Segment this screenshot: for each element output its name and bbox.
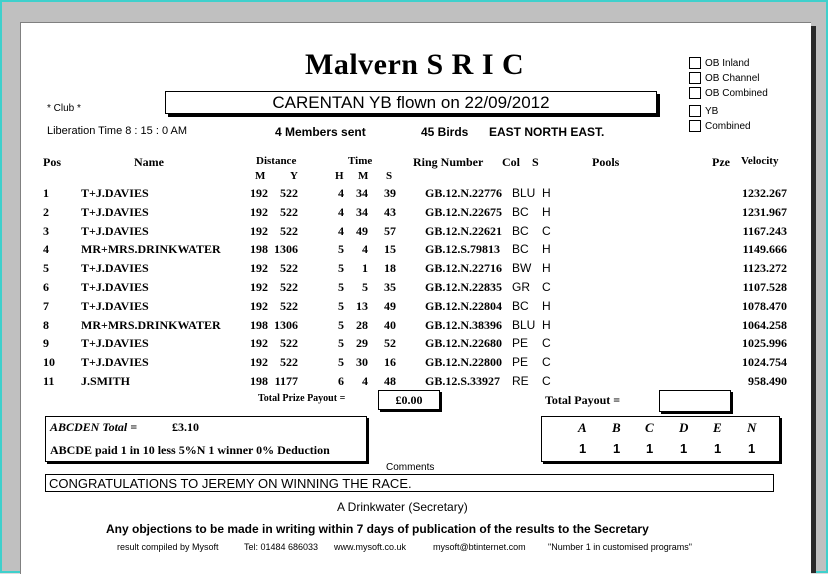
liberation-time: Liberation Time 8 : 15 : 0 AM xyxy=(47,125,188,137)
table-row xyxy=(0,186,790,204)
cell-h: 4 xyxy=(338,204,344,219)
footer-website: www.mysoft.co.uk xyxy=(334,542,407,552)
cell-tm: 49 xyxy=(356,223,368,238)
pool-count: 1 xyxy=(613,441,621,456)
cell-m: 192 xyxy=(250,336,268,351)
cell-h: 5 xyxy=(338,317,344,332)
cell-ring: GB.12.S.33927 xyxy=(425,374,501,388)
cell-tm: 4 xyxy=(362,242,368,257)
cell-velocity: 1064.258 xyxy=(742,317,787,332)
cell-ring: GB.12.N.22716 xyxy=(425,261,503,276)
cell-m: 198 xyxy=(250,317,268,332)
comments-label: Comments xyxy=(386,462,435,473)
cell-sex: C xyxy=(542,374,551,388)
cell-s: 35 xyxy=(384,280,396,294)
footer-compiled: result compiled by Mysoft xyxy=(117,542,219,552)
cell-col: GR xyxy=(512,280,530,294)
cell-m: 192 xyxy=(250,298,268,313)
cell-tm: 5 xyxy=(362,280,368,294)
cell-m: 192 xyxy=(250,261,268,276)
table-row xyxy=(0,261,790,279)
members-sent: 4 Members sent xyxy=(275,125,366,139)
cell-col: BC xyxy=(512,204,529,219)
cell-y: 522 xyxy=(280,298,298,313)
col-miles: M xyxy=(255,170,266,182)
total-payout-box xyxy=(659,390,731,412)
cell-pos: 6 xyxy=(43,280,49,294)
cell-name: T+J.DAVIES xyxy=(81,186,149,200)
cell-m: 192 xyxy=(250,280,268,294)
pool-letter: A xyxy=(578,420,587,435)
col-colour: Col xyxy=(502,155,520,169)
wind-direction: EAST NORTH EAST. xyxy=(489,125,605,139)
cell-sex: H xyxy=(542,242,551,257)
checkbox-icon[interactable] xyxy=(689,57,701,69)
cell-col: RE xyxy=(512,374,529,388)
cell-tm: 4 xyxy=(362,374,368,388)
cell-name: T+J.DAVIES xyxy=(81,298,149,313)
table-row xyxy=(0,280,790,298)
cell-ring: GB.12.N.22675 xyxy=(425,204,503,219)
cell-s: 48 xyxy=(384,374,396,388)
cell-sex: C xyxy=(542,355,551,370)
cell-sex: H xyxy=(542,186,551,200)
cell-name: T+J.DAVIES xyxy=(81,204,149,219)
cell-y: 522 xyxy=(280,223,298,238)
cell-h: 6 xyxy=(338,374,344,388)
option-ob-inland[interactable] xyxy=(689,57,749,69)
col-minutes: M xyxy=(358,170,369,182)
table-row xyxy=(0,336,790,354)
col-time: Time xyxy=(348,155,373,167)
footer-phone: Tel: 01484 686033 xyxy=(244,542,319,552)
cell-velocity: 1167.243 xyxy=(742,223,787,238)
abcden-value: £3.10 xyxy=(172,420,199,434)
cell-y: 1306 xyxy=(274,242,298,257)
cell-velocity: 1149.666 xyxy=(742,242,787,257)
cell-s: 49 xyxy=(384,298,396,313)
cell-s: 39 xyxy=(384,186,396,200)
cell-pos: 3 xyxy=(43,223,49,238)
checkbox-icon[interactable] xyxy=(689,120,701,132)
total-payout-label: Total Payout = xyxy=(545,393,621,407)
cell-h: 5 xyxy=(338,336,344,351)
cell-y: 1306 xyxy=(274,317,298,332)
cell-name: T+J.DAVIES xyxy=(81,280,149,294)
cell-y: 522 xyxy=(280,355,298,370)
col-pos: Pos xyxy=(43,155,61,169)
col-distance: Distance xyxy=(256,155,297,167)
col-sex: S xyxy=(532,155,539,169)
cell-m: 198 xyxy=(250,374,268,388)
footer-email: mysoft@btinternet.com xyxy=(433,542,526,552)
col-hours: H xyxy=(335,170,344,182)
cell-name: MR+MRS.DRINKWATER xyxy=(81,242,221,257)
footer-slogan: "Number 1 in customised programs" xyxy=(548,542,692,552)
abcde-description: ABCDE paid 1 in 10 less 5%N 1 winner 0% Deduction xyxy=(50,443,330,457)
cell-col: BC xyxy=(512,223,529,238)
pool-letter: N xyxy=(747,420,757,435)
cell-pos: 9 xyxy=(43,336,49,351)
abcden-box xyxy=(45,416,367,462)
checkbox-icon[interactable] xyxy=(689,105,701,117)
cell-tm: 28 xyxy=(356,317,368,332)
cell-m: 198 xyxy=(250,242,268,257)
race-title-box: CARENTAN YB flown on 22/09/2012 xyxy=(165,91,657,114)
pool-count: 1 xyxy=(646,441,654,456)
secretary: A Drinkwater (Secretary) xyxy=(337,500,468,514)
cell-s: 57 xyxy=(384,223,396,238)
cell-pos: 7 xyxy=(43,298,49,313)
table-row xyxy=(0,355,790,373)
cell-name: J.SMITH xyxy=(81,374,131,388)
option-label: OB Inland xyxy=(705,57,750,69)
col-name: Name xyxy=(134,155,164,169)
cell-velocity: 1232.267 xyxy=(742,186,787,200)
cell-ring: GB.12.N.22680 xyxy=(425,336,503,351)
option-combined[interactable] xyxy=(689,120,751,132)
cell-velocity: 1025.996 xyxy=(742,336,787,351)
club-title: Malvern S R I C xyxy=(305,48,525,81)
birds-count: 45 Birds xyxy=(421,125,469,139)
cell-s: 52 xyxy=(384,336,396,351)
cell-pos: 10 xyxy=(43,355,55,370)
table-row xyxy=(0,318,790,336)
cell-col: BLU xyxy=(512,186,536,200)
table-row xyxy=(0,205,790,223)
cell-tm: 30 xyxy=(356,355,368,370)
cell-velocity: 958.490 xyxy=(748,374,787,388)
total-prize-label: Total Prize Payout = xyxy=(258,393,346,404)
cell-m: 192 xyxy=(250,204,268,219)
cell-tm: 34 xyxy=(356,204,368,219)
col-pools: Pools xyxy=(592,155,620,169)
cell-name: MR+MRS.DRINKWATER xyxy=(81,317,221,332)
cell-col: BC xyxy=(512,298,529,313)
cell-tm: 29 xyxy=(356,336,368,351)
pool-letter: D xyxy=(679,420,689,435)
cell-pos: 5 xyxy=(43,261,49,276)
cell-name: T+J.DAVIES xyxy=(81,261,149,276)
pool-count: 1 xyxy=(680,441,688,456)
pool-letter: E xyxy=(713,420,722,435)
checkbox-icon[interactable] xyxy=(689,87,701,99)
cell-pos: 11 xyxy=(43,374,55,388)
cell-h: 5 xyxy=(338,298,344,313)
table-row xyxy=(0,242,790,260)
cell-velocity: 1078.470 xyxy=(742,298,787,313)
pool-count: 1 xyxy=(579,441,587,456)
cell-pos: 4 xyxy=(43,242,49,257)
cell-name: T+J.DAVIES xyxy=(81,336,149,351)
cell-ring: GB.12.N.22804 xyxy=(425,298,503,313)
cell-s: 16 xyxy=(384,355,396,370)
cell-y: 1177 xyxy=(274,374,298,388)
cell-h: 4 xyxy=(338,223,344,238)
cell-tm: 34 xyxy=(356,186,368,200)
option-label: OB Combined xyxy=(705,87,768,99)
option-label: YB xyxy=(705,105,719,117)
abcden-label: ABCDEN Total = xyxy=(50,420,138,434)
pool-count: 1 xyxy=(748,441,756,456)
cell-s: 43 xyxy=(384,204,396,219)
cell-col: PE xyxy=(512,355,529,370)
cell-y: 522 xyxy=(280,336,298,351)
cell-ring: GB.12.N.22835 xyxy=(425,280,503,294)
cell-h: 5 xyxy=(338,280,344,294)
table-row xyxy=(0,299,790,317)
option-ob-channel[interactable] xyxy=(689,72,759,84)
cell-sex: H xyxy=(542,317,551,332)
cell-sex: C xyxy=(542,280,551,294)
table-row xyxy=(0,224,790,242)
cell-tm: 1 xyxy=(362,261,368,276)
cell-col: PE xyxy=(512,336,529,351)
cell-sex: H xyxy=(542,204,551,219)
col-seconds: S xyxy=(386,170,393,182)
option-yb[interactable] xyxy=(689,105,718,117)
cell-y: 522 xyxy=(280,280,298,294)
cell-col: BLU xyxy=(512,317,536,332)
cell-m: 192 xyxy=(250,186,268,200)
pool-letter: B xyxy=(612,420,621,435)
cell-y: 522 xyxy=(280,186,298,200)
cell-y: 522 xyxy=(280,261,298,276)
col-yards: Y xyxy=(290,170,298,182)
cell-sex: C xyxy=(542,336,551,351)
cell-velocity: 1123.272 xyxy=(742,261,787,276)
total-prize-value: £0.00 xyxy=(378,390,440,410)
col-ring: Ring Number xyxy=(413,155,484,169)
cell-ring: GB.12.N.38396 xyxy=(425,317,503,332)
cell-s: 40 xyxy=(384,317,396,332)
col-velocity: Velocity xyxy=(741,155,779,167)
cell-pos: 1 xyxy=(43,186,49,200)
cell-name: T+J.DAVIES xyxy=(81,223,149,238)
option-ob-combined[interactable] xyxy=(689,87,768,99)
cell-sex: H xyxy=(542,298,551,313)
cell-y: 522 xyxy=(280,204,298,219)
comment-text: CONGRATULATIONS TO JEREMY ON WINNING THE RACE. xyxy=(45,474,774,492)
cell-h: 5 xyxy=(338,261,344,276)
pools-summary xyxy=(541,416,780,462)
cell-sex: C xyxy=(542,223,551,238)
pool-count: 1 xyxy=(714,441,722,456)
cell-ring: GB.12.N.22621 xyxy=(425,223,503,238)
cell-col: BC xyxy=(512,242,529,257)
cell-ring: GB.12.S.79813 xyxy=(425,242,501,257)
cell-s: 15 xyxy=(384,242,396,257)
club-label: * Club * xyxy=(47,103,81,114)
cell-velocity: 1024.754 xyxy=(742,355,787,370)
cell-h: 5 xyxy=(338,242,344,257)
cell-velocity: 1231.967 xyxy=(742,204,787,219)
cell-ring: GB.12.N.22776 xyxy=(425,186,503,200)
pool-letter: C xyxy=(645,420,654,435)
checkbox-icon[interactable] xyxy=(689,72,701,84)
cell-name: T+J.DAVIES xyxy=(81,355,149,370)
cell-pos: 2 xyxy=(43,204,49,219)
cell-s: 18 xyxy=(384,261,396,276)
cell-m: 192 xyxy=(250,223,268,238)
objections-notice: Any objections to be made in writing within 7 days of publication of the results to the Secretary xyxy=(106,522,649,536)
cell-h: 5 xyxy=(338,355,344,370)
cell-tm: 13 xyxy=(356,298,368,313)
cell-col: BW xyxy=(512,261,532,276)
cell-velocity: 1107.528 xyxy=(742,280,787,294)
cell-ring: GB.12.N.22800 xyxy=(425,355,503,370)
option-label: Combined xyxy=(705,120,751,132)
cell-pos: 8 xyxy=(43,317,49,332)
cell-h: 4 xyxy=(338,186,344,200)
col-prize: Pze xyxy=(712,155,730,169)
cell-m: 192 xyxy=(250,355,268,370)
option-label: OB Channel xyxy=(705,72,760,84)
cell-sex: H xyxy=(542,261,551,276)
